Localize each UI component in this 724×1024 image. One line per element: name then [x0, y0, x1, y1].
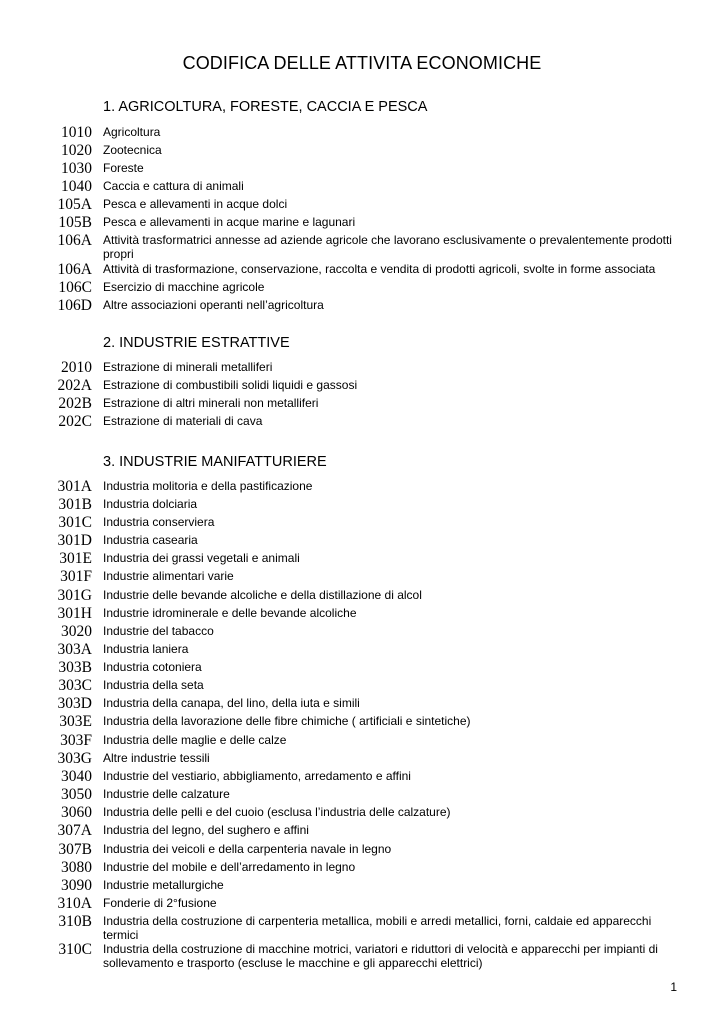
- activity-code: 105B: [58, 214, 92, 231]
- activity-description: Foreste: [103, 161, 144, 175]
- activity-description: Industria delle maglie e delle calze: [103, 733, 287, 747]
- activity-code: 3020: [61, 623, 92, 640]
- activity-code: 310A: [57, 895, 92, 912]
- activity-description: Industria delle pelli e del cuoio (esclusa l’industria delle calzature): [103, 805, 451, 819]
- activity-code: 303A: [57, 641, 92, 658]
- activity-description: Esercizio di macchine agricole: [103, 280, 265, 294]
- activity-description: Pesca e allevamenti in acque dolci: [103, 197, 288, 211]
- activity-description: Industria laniera: [103, 642, 189, 656]
- activity-code: 3050: [61, 786, 92, 803]
- activity-description: Fonderie di 2°fusione: [103, 896, 217, 910]
- activity-code: 1040: [61, 178, 92, 195]
- activity-code: 202A: [57, 377, 92, 394]
- activity-description: Altre industrie tessili: [103, 751, 210, 765]
- activity-code: 301B: [58, 496, 92, 513]
- activity-description: Industria della costruzione di carpenteria metallica, mobili e arredi metallici, forni, caldaie ed apparecchi termici: [103, 914, 652, 942]
- activity-code: 301E: [59, 550, 92, 567]
- activity-description: Industrie del vestiario, abbigliamento, arredamento e affini: [103, 769, 411, 783]
- activity-code: 303F: [60, 732, 92, 749]
- activity-code: 106A: [57, 261, 92, 278]
- activity-description: Estrazione di altri minerali non metalliferi: [103, 396, 319, 410]
- activity-description: Agricoltura: [103, 125, 161, 139]
- activity-code: 3080: [61, 859, 92, 876]
- activity-code: 310C: [58, 941, 92, 958]
- activity-code: 307A: [57, 822, 92, 839]
- activity-description: Industria cotoniera: [103, 660, 202, 674]
- activity-code: 301D: [57, 532, 92, 549]
- activity-code: 301F: [60, 568, 92, 585]
- activity-description: Industria della canapa, del lino, della iuta e simili: [103, 696, 360, 710]
- activity-description: Zootecnica: [103, 143, 162, 157]
- activity-description: Industrie del mobile e dell’arredamento in legno: [103, 860, 356, 874]
- activity-code: 303E: [59, 713, 92, 730]
- activity-description: Estrazione di combustibili solidi liquidi e gassosi: [103, 378, 358, 392]
- activity-code: 105A: [57, 196, 92, 213]
- activity-description: Industria molitoria e della pastificazione: [103, 479, 313, 493]
- activity-description: Industria della costruzione di macchine motrici, variatori e riduttori di velocità e apparecchi per impianti di sollevamento e trasporto (escluse le macchine e gli apparecchi elettrici): [103, 942, 658, 970]
- activity-description: Estrazione di materiali di cava: [103, 414, 263, 428]
- page-number: 1: [670, 980, 677, 994]
- activity-description: Industria conserviera: [103, 515, 215, 529]
- activity-code: 106C: [58, 279, 92, 296]
- activity-description: Caccia e cattura di animali: [103, 179, 244, 193]
- activity-description: Industria casearia: [103, 533, 198, 547]
- activity-description: Attività trasformatrici annesse ad aziende agricole che lavorano esclusivamente o prevalentemente prodotti propri: [103, 233, 672, 261]
- activity-code: 310B: [58, 913, 92, 930]
- section-title-estrattive: 2. INDUSTRIE ESTRATTIVE: [103, 335, 290, 351]
- section-title-agricoltura: 1. AGRICOLTURA, FORESTE, CACCIA E PESCA: [103, 99, 428, 115]
- activity-code: 303G: [57, 750, 92, 767]
- activity-description: Industrie metallurgiche: [103, 878, 224, 892]
- activity-description: Industrie alimentari varie: [103, 569, 234, 583]
- activity-description: Industrie delle calzature: [103, 787, 230, 801]
- activity-code: 303B: [58, 659, 92, 676]
- activity-description: Industria del legno, del sughero e affini: [103, 823, 309, 837]
- activity-code: 1010: [61, 124, 92, 141]
- activity-code: 202C: [58, 413, 92, 430]
- activity-description: Industria della lavorazione delle fibre chimiche ( artificiali e sintetiche): [103, 714, 471, 728]
- activity-description: Industria dolciaria: [103, 497, 198, 511]
- activity-code: 106A: [57, 232, 92, 249]
- activity-description: Industrie del tabacco: [103, 624, 214, 638]
- activity-code: 3060: [61, 804, 92, 821]
- document-title: CODIFICA DELLE ATTIVITA ECONOMICHE: [182, 53, 542, 73]
- section-title-manifatturiere: 3. INDUSTRIE MANIFATTURIERE: [103, 454, 327, 470]
- activity-description: Industria della seta: [103, 678, 204, 692]
- activity-code: 303D: [57, 695, 92, 712]
- activity-code: 301H: [57, 605, 92, 622]
- activity-code: 307B: [58, 841, 92, 858]
- activity-description: Industrie idrominerale e delle bevande alcoliche: [103, 606, 357, 620]
- activity-code: 303C: [58, 677, 92, 694]
- activity-description: Attività di trasformazione, conservazione, raccolta e vendita di prodotti agricoli, svolte in forme associata: [103, 262, 656, 276]
- activity-code: 1020: [61, 142, 92, 159]
- activity-code: 301A: [57, 478, 92, 495]
- activity-description: Estrazione di minerali metalliferi: [103, 360, 273, 374]
- activity-description: Industria dei veicoli e della carpenteria navale in legno: [103, 842, 392, 856]
- activity-description: Industrie delle bevande alcoliche e della distillazione di alcol: [103, 588, 422, 602]
- activity-code: 106D: [57, 297, 92, 314]
- activity-description: Pesca e allevamenti in acque marine e lagunari: [103, 215, 356, 229]
- activity-code: 2010: [61, 359, 92, 376]
- activity-code: 3090: [61, 877, 92, 894]
- activity-code: 301G: [57, 587, 92, 604]
- activity-description: Industria dei grassi vegetali e animali: [103, 551, 300, 565]
- activity-code: 3040: [61, 768, 92, 785]
- activity-code: 202B: [58, 395, 92, 412]
- activity-code: 1030: [61, 160, 92, 177]
- activity-description: Altre associazioni operanti nell’agricoltura: [103, 298, 324, 312]
- activity-code: 301C: [58, 514, 92, 531]
